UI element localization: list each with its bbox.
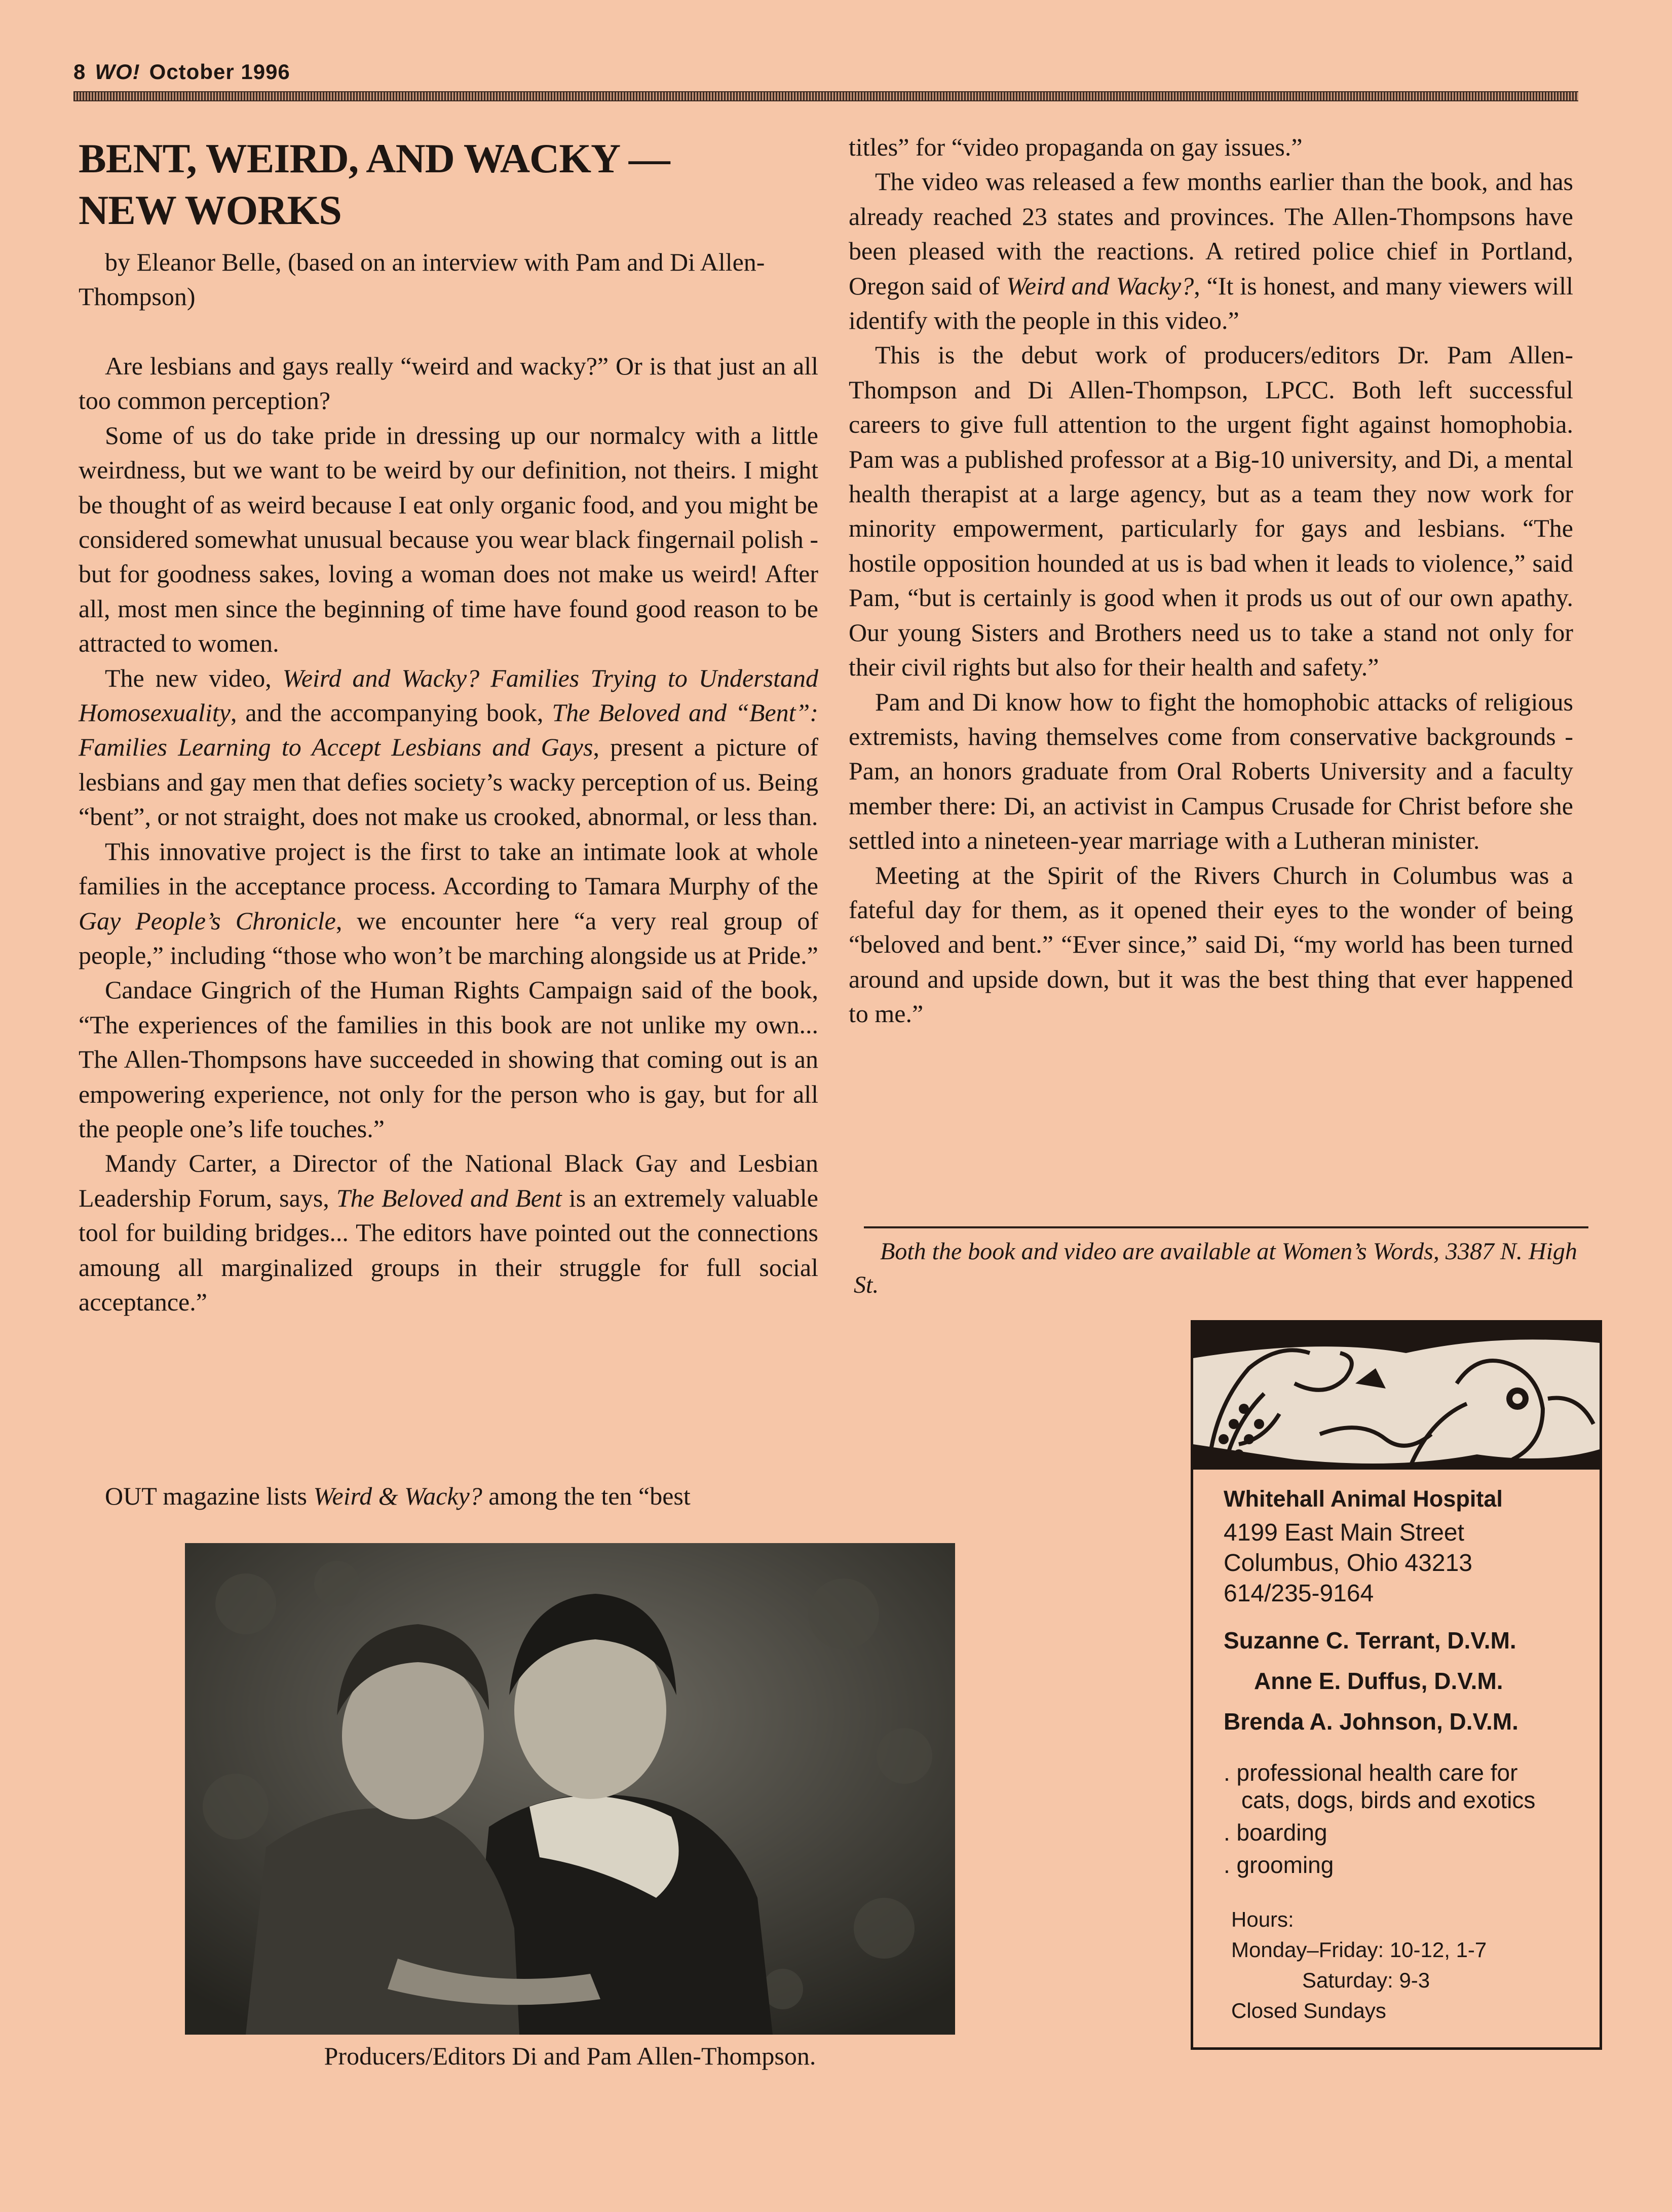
animal-hospital-ad xyxy=(1191,1320,1602,2050)
publication-title: Gay People’s Chronicle xyxy=(79,906,336,935)
paragraph-4 xyxy=(79,834,818,973)
paragraph-3 xyxy=(79,661,818,834)
text-run: , present a picture of lesbians and gay men that defies society’s wacky perception of us. Being “bent”, or not straight, does not make us crooked, abnormal, or less than. xyxy=(79,733,819,831)
paragraph-6 xyxy=(79,1146,818,1319)
text-run: The video was released a few months earlier than the book, and has already reached 23 states and provinces. The Allen-Thompsons have been pleased with the reactions. A retired police chief in Portland, Oregon said of xyxy=(849,167,1573,300)
hospital-phone: 614/235-9164 xyxy=(1224,1580,1374,1607)
paragraph-r5: Meeting at the Spirit of the Rivers Church in Columbus was a fateful day for them, as it opened their eyes to the wonder of being “beloved and bent.” “Ever since,” said Di, “my world has been turned around and upside down, but it was the best thing that ever happened to me.” xyxy=(849,860,1573,1028)
header-rule xyxy=(73,91,1578,101)
headline-line-2: NEW WORKS xyxy=(79,187,341,233)
service-item: . boarding xyxy=(1224,1819,1327,1846)
paragraph-r2 xyxy=(849,164,1573,338)
service-item: cats, dogs, birds and exotics xyxy=(1241,1787,1536,1813)
hours-label: Hours: xyxy=(1231,1907,1294,1931)
text-run: among the ten “best xyxy=(482,1482,691,1510)
editors-photo xyxy=(185,1543,955,2035)
article-column-left xyxy=(79,349,818,1319)
photo-illustration xyxy=(185,1543,955,2035)
availability-rule xyxy=(864,1226,1588,1228)
paragraph-r4: Pam and Di know how to fight the homophobic attacks of religious extremists, having themselves come from conservative backgrounds - Pam, an honors graduate from Oral Roberts University and a faculty member there: Di, an activist in Campus Crusade for Christ before she settled into a nineteen-year marriage with a Lutheran minister. xyxy=(849,687,1573,855)
service-item: . professional health care for xyxy=(1224,1759,1518,1786)
article-column-right xyxy=(849,130,1573,1031)
issue-date: October 1996 xyxy=(149,60,290,84)
book-title: The Beloved and Bent xyxy=(336,1183,562,1212)
doctor-name: Brenda A. Johnson, D.V.M. xyxy=(1224,1708,1518,1735)
hospital-name: Whitehall Animal Hospital xyxy=(1224,1486,1503,1512)
text-run: This innovative project is the first to take an intimate look at whole families in the acceptance process. According to Tamara Murphy of the xyxy=(79,837,818,901)
text-run: The new video, xyxy=(105,663,283,692)
video-title: Weird & Wacky? xyxy=(313,1482,482,1510)
text-run: Mandy Carter, a Director of the National Black Gay and Lesbian Leadership Forum, says, xyxy=(79,1149,818,1212)
paragraph-r1: titles” for “video propaganda on gay issues.” xyxy=(849,133,1303,161)
video-title: Weird and Wacky? Families Trying to Understand Homosexuality xyxy=(79,663,818,727)
text-run: is an extremely valuable tool for building bridges... The editors have pointed out the connections amoung all marginalized groups in their struggle for full social acceptance.” xyxy=(79,1183,819,1316)
hospital-city: Columbus, Ohio 43213 xyxy=(1224,1550,1472,1577)
book-title: The Beloved and “Bent”: Families Learning to Accept Lesbians and Gays xyxy=(79,698,818,762)
article-headline xyxy=(79,133,828,236)
text-run: , “It is honest, and many viewers will identify with the people in this video.” xyxy=(849,271,1573,335)
paragraph-5: Candace Gingrich of the Human Rights Campaign said of the book, “The experiences of the families in this book are not unlike my own... The Allen-Thompsons have succeeded in showing that coming out is an empowering experience, not only for the person who is gay, but for all the people one’s life touches.” xyxy=(79,976,818,1143)
hours-saturday: Saturday: 9-3 xyxy=(1302,1968,1430,1992)
doctor-name: Anne E. Duffus, D.V.M. xyxy=(1254,1668,1503,1694)
text-run: , we encounter here “a very real group of people,” including “those who won’t be marching alongside us at Pride.” xyxy=(79,906,818,969)
paragraph-7 xyxy=(79,1479,818,1513)
paragraph-r3: This is the debut work of producers/editors Dr. Pam Allen-Thompson and Di Allen-Thompson, LPCC. Both left successful careers to give full attention to the urgent fight against homophobia. Pam was a published professor at a Big-10 university, and Di, a mental health therapist at a large agency, but as a team they now work for minority empowerment, particularly for gays and lesbians. “The hostile opposition hounded at us is bad when it leads to violence,” said Pam, “but is certainly is good when it prods us out of our own apathy. Our young Sisters and Brothers need us to take a stand not only for their civil rights but also for their health and safety.” xyxy=(849,341,1573,682)
headline-line-1: BENT, WEIRD, AND WACKY — xyxy=(79,135,670,181)
magazine-name: WO! xyxy=(95,60,140,84)
article-byline: by Eleanor Belle, (based on an interview with Pam and Di Allen-Thompson) xyxy=(79,248,765,311)
paragraph-1: Are lesbians and gays really “weird and wacky?” Or is that just an all too common perception? xyxy=(79,352,818,415)
text-run: OUT magazine lists xyxy=(105,1482,314,1510)
page-folio xyxy=(73,60,290,84)
hours-weekday: Monday–Friday: 10-12, 1-7 xyxy=(1231,1938,1487,1962)
service-item: . grooming xyxy=(1224,1852,1334,1878)
hospital-street: 4199 East Main Street xyxy=(1224,1519,1464,1546)
video-title: Weird and Wacky? xyxy=(1006,271,1194,300)
doctor-name: Suzanne C. Terrant, D.V.M. xyxy=(1224,1627,1516,1654)
text-run: , and the accompanying book, xyxy=(230,698,552,727)
animal-illustration xyxy=(1193,1323,1600,1470)
photo-caption: Producers/Editors Di and Pam Allen-Thompson. xyxy=(324,2042,816,2070)
hours-closed: Closed Sundays xyxy=(1231,1999,1386,2022)
paragraph-7-text xyxy=(79,1479,818,1513)
availability-note: Both the book and video are available at Women’s Words, 3387 N. High St. xyxy=(854,1238,1577,1298)
page-number: 8 xyxy=(73,60,86,84)
paragraph-2: Some of us do take pride in dressing up our normalcy with a little weirdness, but we want to be weird by our definition, not theirs. I might be thought of as weird because I eat only organic food, and you might be considered somewhat unusual because you wear black fingernail polish - but for goodness sakes, loving a woman does not make us weird! After all, most men since the beginning of time have found good reason to be attracted to women. xyxy=(79,421,818,658)
